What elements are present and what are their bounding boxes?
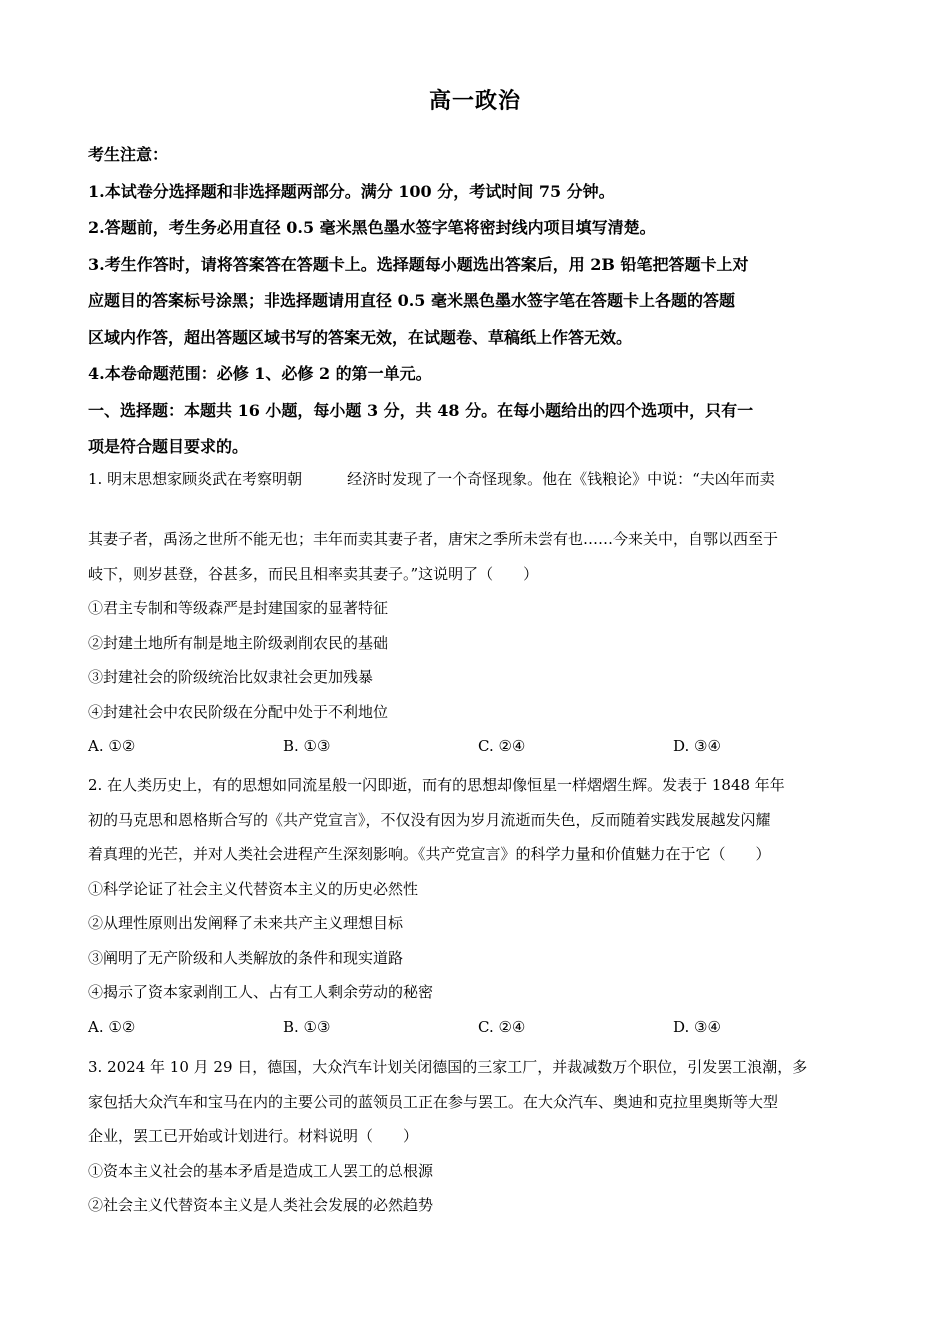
notice-line-6: 4.本卷命题范围：必修 1、必修 2 的第一单元。: [88, 364, 432, 383]
question-2-stem-line-3: 着真理的光芒，并对人类社会进程产生深刻影响。《共产党宣言》的科学力量和价值魅力在于它（ ）: [88, 845, 771, 863]
question-2-option-2: ②从理性原则出发阐释了未来共产主义理想目标: [88, 914, 404, 932]
question-1-option-1: ①君主专制和等级森严是封建国家的显著特征: [88, 599, 389, 617]
section-heading-line-2: 项是符合题目要求的。: [88, 437, 249, 456]
question-3-stem-line-3: 企业，罢工已开始或计划进行。材料说明（ ）: [88, 1127, 419, 1145]
notice-line-2: 2.答题前，考生务必用直径 0.5 毫米黑色墨水签字笔将密封线内项目填写清楚。: [88, 218, 656, 237]
question-3-option-2: ②社会主义代替资本主义是人类社会发展的必然趋势: [88, 1196, 434, 1214]
question-1-option-2: ②封建土地所有制是地主阶级剥削农民的基础: [88, 633, 389, 652]
notice-line-5: 区域内作答，超出答题区域书写的答案无效，在试题卷、草稿纸上作答无效。: [88, 327, 633, 347]
question-1-continued: [88, 522, 868, 764]
question-2-stem-line-1: 2. 在人类历史上，有的思想如同流星般一闪即逝，而有的思想却像恒星一样熠熠生辉。发表于 1848 年年: [88, 776, 785, 794]
question-1: [88, 462, 868, 497]
notice-line-1: 1.本试卷分选择题和非选择题两部分。满分 100 分，考试时间 75 分钟。: [88, 181, 615, 201]
question-2-option-1: ①科学论证了社会主义代替资本主义的历史必然性: [88, 879, 419, 898]
notice-line-4: 应题目的答案标号涂黑；非选择题请用直径 0.5 毫米黑色墨水签字笔在答题卡上各题的答题: [88, 291, 735, 310]
section-heading-line-1: 一、选择题：本题共 16 小题，每小题 3 分，共 48 分。在每小题给出的四个选项中，只有一: [88, 400, 754, 420]
question-2-choice-b: B. ①③: [283, 1017, 331, 1036]
question-1-option-4: ④封建社会中农民阶级在分配中处于不利地位: [88, 702, 389, 721]
question-2-choice-d: D. ③④: [673, 1017, 721, 1036]
question-3-stem-line-2: 家包括大众汽车和宝马在内的主要公司的蓝领员工正在参与罢工。在大众汽车、奥迪和克拉里奥斯等大型: [88, 1092, 779, 1111]
question-2: [88, 768, 868, 1044]
question-1-stem-line-1: 1. 明末思想家顾炎武在考察明朝 经济时发现了一个奇怪现象。他在《钱粮论》中说：“夫凶年而卖: [88, 470, 775, 488]
notice-heading: 考生注意：: [88, 145, 169, 164]
notice-line-3: 3.考生作答时，请将答案答在答题卡上。选择题每小题选出答案后，用 2B 铅笔把答题卡上对: [88, 254, 749, 274]
question-2-choice-c: C. ②④: [478, 1017, 526, 1036]
question-3-stem-line-1: 3. 2024 年 10 月 29 日，德国，大众汽车计划关闭德国的三家工厂，并裁减数万个职位，引发罢工浪潮，多: [88, 1058, 808, 1076]
question-1-choice-d: D. ③④: [673, 737, 721, 755]
question-1-choices: [88, 729, 868, 764]
question-1-choice-b: B. ①③: [283, 737, 331, 755]
question-2-stem-line-2: 初的马克思和恩格斯合写的《共产党宣言》，不仅没有因为岁月流逝而失色，反而随着实践发展越发闪耀: [88, 810, 771, 829]
question-2-option-3: ③阐明了无产阶级和人类解放的条件和现实道路: [88, 948, 404, 967]
question-2-choice-a: A. ①②: [88, 1017, 136, 1036]
question-2-choices: [88, 1010, 868, 1045]
question-3: [88, 1050, 868, 1223]
question-1-option-3: ③封建社会的阶级统治比奴隶社会更加残暴: [88, 668, 374, 686]
question-1-stem-line-2: 其妻子者，禹汤之世所不能无也；丰年而卖其妻子者，唐宋之季所未尝有也……今来关中，自鄂以西至于: [88, 530, 779, 548]
exam-notice: [88, 137, 868, 466]
question-2-option-4: ④揭示了资本家剥削工人、占有工人剩余劳动的秘密: [88, 983, 434, 1001]
question-1-choice-a: A. ①②: [88, 737, 136, 755]
question-1-stem-line-3: 岐下，则岁甚登，谷甚多，而民且相率卖其妻子。”这说明了（ ）: [88, 564, 539, 583]
question-3-option-1: ①资本主义社会的基本矛盾是造成工人罢工的总根源: [88, 1161, 434, 1180]
question-1-choice-c: C. ②④: [478, 737, 526, 755]
page-title: 高一政治: [428, 88, 521, 114]
